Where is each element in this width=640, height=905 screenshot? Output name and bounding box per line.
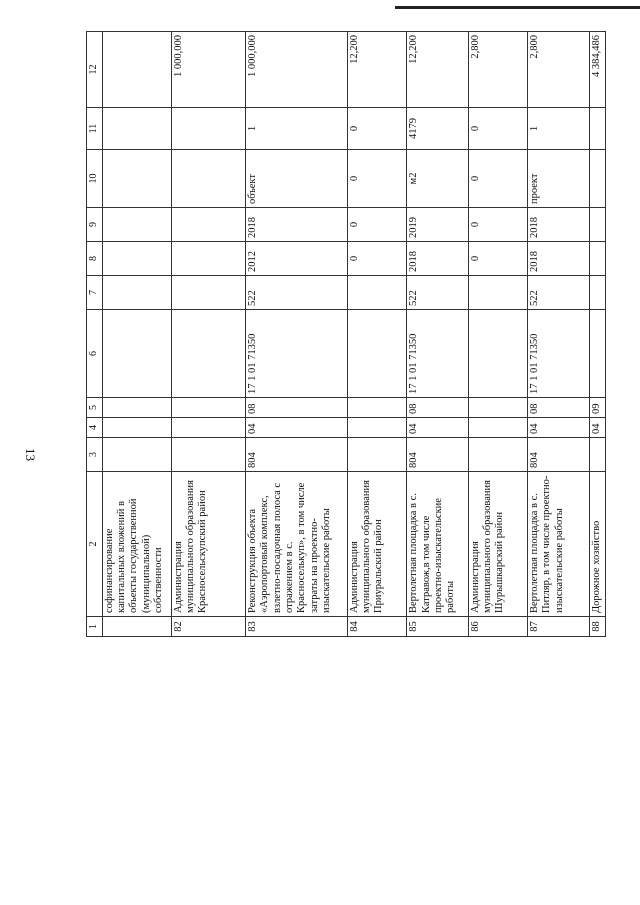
cell-c3	[589, 438, 605, 472]
cell-c9: 0	[468, 208, 527, 242]
cell-c6	[347, 310, 406, 398]
cell-c11: 1	[528, 108, 590, 150]
cell-name: софинансирование капитальных вложений в объекты государственной (муниципальной) собственности	[102, 472, 171, 617]
cell-c8: 2018	[407, 242, 469, 276]
cell-amount: 4 384,486	[589, 32, 605, 108]
cell-c11	[171, 108, 245, 150]
budget-table	[86, 31, 606, 637]
cell-c7: 522	[407, 276, 469, 310]
header-cell-11: 11	[87, 108, 103, 150]
cell-c10	[102, 150, 171, 208]
cell-c6	[468, 310, 527, 398]
cell-c10: 0	[468, 150, 527, 208]
cell-number	[102, 617, 171, 637]
cell-c5	[171, 398, 245, 418]
cell-c11	[102, 108, 171, 150]
cell-amount: 12,200	[347, 32, 406, 108]
cell-c3	[347, 438, 406, 472]
header-row	[87, 32, 103, 637]
cell-c5: 08	[407, 398, 469, 418]
cell-c6: 17 1 01 71350	[528, 310, 590, 398]
cell-amount: 2,800	[468, 32, 527, 108]
cell-number: 84	[347, 617, 406, 637]
cell-name: Администрация муниципального образования Красносельскупский район	[171, 472, 245, 617]
cell-c11: 0	[468, 108, 527, 150]
cell-c3: 804	[407, 438, 469, 472]
cell-c7	[171, 276, 245, 310]
cell-c10: м2	[407, 150, 469, 208]
header-cell-9: 9	[87, 208, 103, 242]
cell-c9	[589, 208, 605, 242]
cell-c11: 0	[347, 108, 406, 150]
cell-c6: 17 1 01 71350	[407, 310, 469, 398]
cell-c4	[171, 418, 245, 438]
cell-c9: 2018	[245, 208, 347, 242]
corner-rule	[395, 6, 640, 9]
cell-c5	[468, 398, 527, 418]
cell-c10: 0	[347, 150, 406, 208]
cell-c5	[347, 398, 406, 418]
cell-c9: 2019	[407, 208, 469, 242]
table-row	[347, 32, 406, 637]
cell-c11	[589, 108, 605, 150]
cell-c5	[102, 398, 171, 418]
cell-name: Реконструкция объекта «Аэропортовый комплекс, взлетно-посадочная полоса с отражением в с. Красноселькуп», в том числе затраты на проектно-изыскательские работы	[245, 472, 347, 617]
cell-c7	[468, 276, 527, 310]
cell-c3: 804	[245, 438, 347, 472]
cell-c7: 522	[245, 276, 347, 310]
cell-c8	[171, 242, 245, 276]
header-cell-6: 6	[87, 310, 103, 398]
cell-c4: 04	[245, 418, 347, 438]
header-cell-8: 8	[87, 242, 103, 276]
cell-c7	[102, 276, 171, 310]
table-row	[407, 32, 469, 637]
header-cell-12: 12	[87, 32, 103, 108]
header-cell-5: 5	[87, 398, 103, 418]
cell-c4: 04	[528, 418, 590, 438]
cell-c8: 0	[347, 242, 406, 276]
cell-c9: 2018	[528, 208, 590, 242]
table-row	[171, 32, 245, 637]
table-row	[589, 32, 605, 637]
cell-c6	[589, 310, 605, 398]
cell-c5: 08	[528, 398, 590, 418]
cell-c4	[468, 418, 527, 438]
cell-c4	[347, 418, 406, 438]
cell-name: Администрация муниципального образования Шурышкарский район	[468, 472, 527, 617]
cell-c11: 1	[245, 108, 347, 150]
table-row	[468, 32, 527, 637]
cell-c4: 04	[589, 418, 605, 438]
cell-name: Дорожное хозяйство	[589, 472, 605, 617]
cell-c9	[102, 208, 171, 242]
cell-c8: 2012	[245, 242, 347, 276]
cell-c10	[171, 150, 245, 208]
cell-amount: 12,200	[407, 32, 469, 108]
header-cell-7: 7	[87, 276, 103, 310]
rotated-table-container	[86, 32, 606, 637]
cell-c8	[589, 242, 605, 276]
cell-c4	[102, 418, 171, 438]
cell-c9	[171, 208, 245, 242]
cell-number: 82	[171, 617, 245, 637]
cell-number: 83	[245, 617, 347, 637]
cell-c6	[102, 310, 171, 398]
header-cell-1: 1	[87, 617, 103, 637]
cell-number: 87	[528, 617, 590, 637]
header-cell-10: 10	[87, 150, 103, 208]
cell-c7	[347, 276, 406, 310]
cell-amount: 1 000,000	[171, 32, 245, 108]
cell-name: Администрация муниципального образования Приуральский район	[347, 472, 406, 617]
table-row	[245, 32, 347, 637]
cell-amount: 2,800	[528, 32, 590, 108]
cell-c7	[589, 276, 605, 310]
cell-c5: 08	[245, 398, 347, 418]
cell-number: 88	[589, 617, 605, 637]
cell-c9: 0	[347, 208, 406, 242]
cell-c5: 09	[589, 398, 605, 418]
cell-c8: 2018	[528, 242, 590, 276]
cell-c6	[171, 310, 245, 398]
cell-c11: 4179	[407, 108, 469, 150]
cell-amount	[102, 32, 171, 108]
header-cell-4: 4	[87, 418, 103, 438]
cell-c10: проект	[528, 150, 590, 208]
cell-c3	[468, 438, 527, 472]
page-number: 13	[23, 448, 38, 461]
cell-number: 86	[468, 617, 527, 637]
cell-number: 85	[407, 617, 469, 637]
cell-name: Вертолетная площадка в с. Питляр, в том числе проектно-изыскательские работы	[528, 472, 590, 617]
cell-c3	[171, 438, 245, 472]
cell-c3: 804	[528, 438, 590, 472]
cell-c10	[589, 150, 605, 208]
cell-name: Вертолетная площадка в с. Катравож,в том числе проектно-изыскательские работы	[407, 472, 469, 617]
table-row	[102, 32, 171, 637]
cell-c8: 0	[468, 242, 527, 276]
header-cell-3: 3	[87, 438, 103, 472]
cell-c8	[102, 242, 171, 276]
table-row	[528, 32, 590, 637]
header-cell-2: 2	[87, 472, 103, 617]
cell-c3	[102, 438, 171, 472]
cell-c10: объект	[245, 150, 347, 208]
cell-amount: 1 000,000	[245, 32, 347, 108]
cell-c7: 522	[528, 276, 590, 310]
cell-c4: 04	[407, 418, 469, 438]
cell-c6: 17 1 01 71350	[245, 310, 347, 398]
